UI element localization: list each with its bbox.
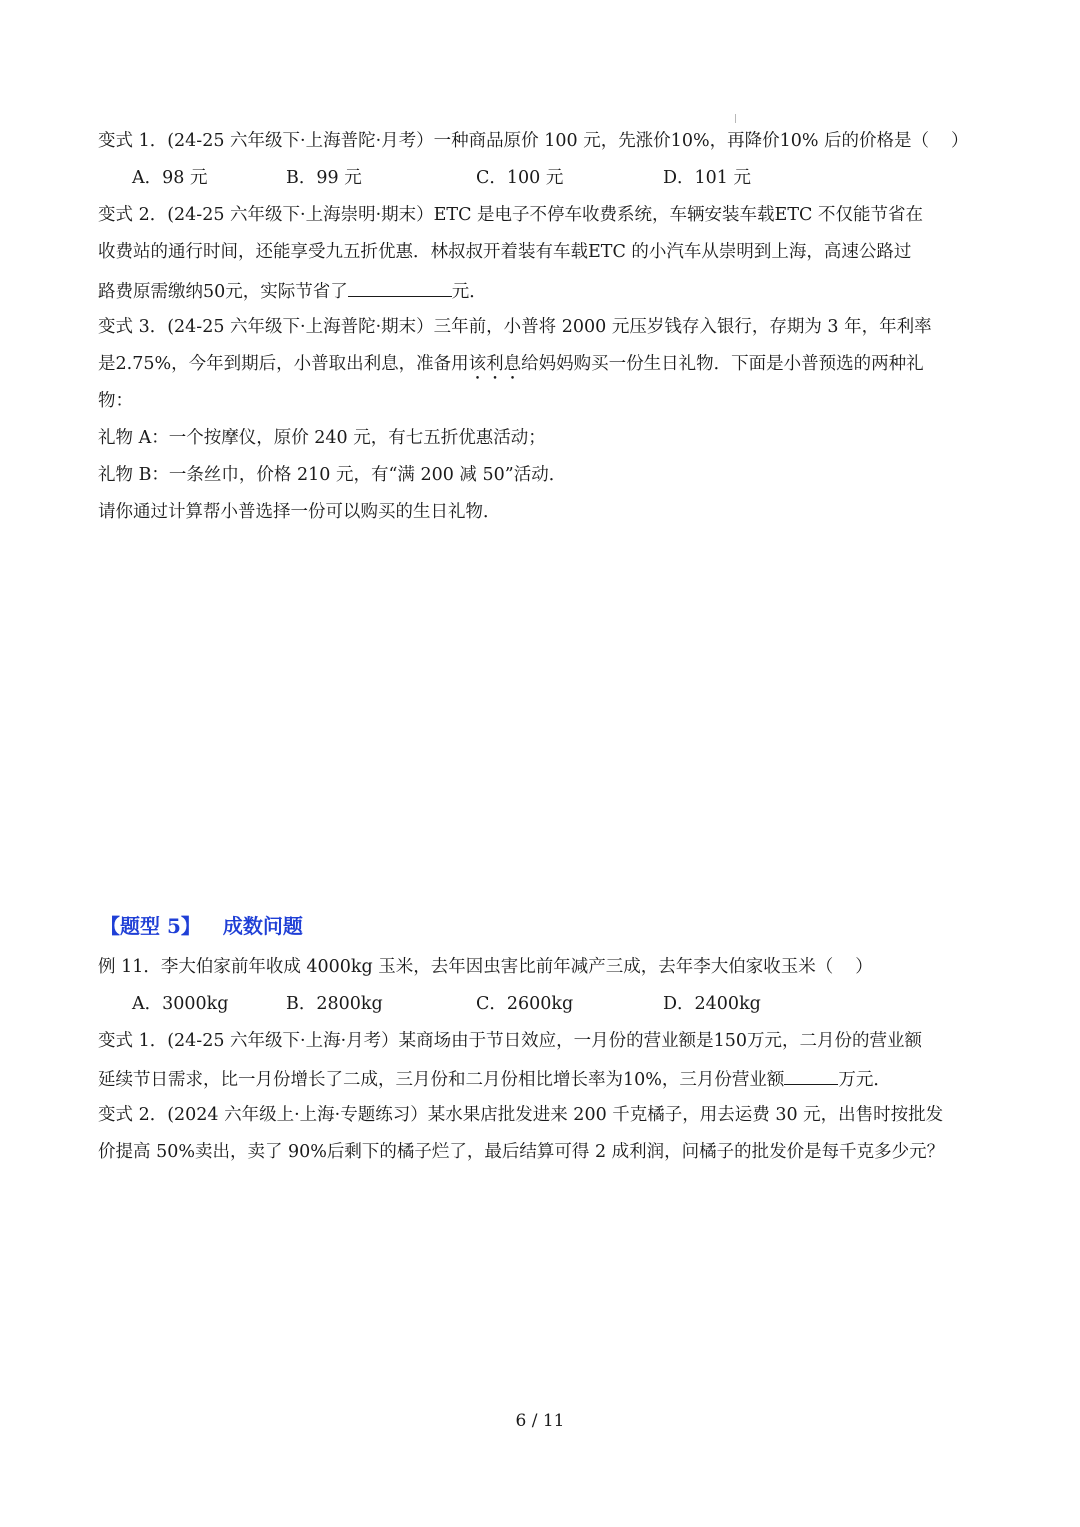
section5-variant-1-line1: 变式 1．(24-25 六年级下·上海·月考）某商场由于节日效应，一月份的营业额是150万元，二月份的营业额 [98, 1031, 923, 1051]
question-variant-2-line3 [98, 278, 487, 304]
option-b: B．99 元 [286, 168, 362, 188]
emphasized-text: 该利息 [468, 354, 522, 374]
option-a: A．98 元 [132, 168, 208, 188]
option-d: D．2400kg [663, 994, 761, 1014]
answer-blank[interactable] [784, 1066, 838, 1085]
question-text: 变式 1．(24-25 六年级下·上海普陀·月考）一种商品原价 100 元，先涨价10%，再降价10% 后的价格是（ [98, 131, 930, 151]
option-a: A．3000kg [132, 994, 229, 1014]
option-c: C．100 元 [476, 168, 564, 188]
question-text: 延续节日需求，比一月份增长了二成，三月份和二月份相比增长率为10%，三月份营业额 [98, 1070, 785, 1090]
question-prompt: 请你通过计算帮小普选择一份可以购买的生日礼物． [98, 502, 501, 522]
option-c: C．2600kg [476, 994, 574, 1014]
section-title: 成数问题 [222, 914, 303, 938]
question-text: 万元． [838, 1070, 891, 1090]
question-text: 路费原需缴纳50元，实际节省了 [98, 282, 348, 302]
question-bracket-close: ） [855, 957, 873, 977]
section5-variant-2-line1: 变式 2．(2024 六年级上·上海·专题练习）某水果店批发进来 200 千克橘子，用去运费 30 元，出售时按批发 [98, 1105, 944, 1125]
gift-b: 礼物 B：一条丝巾，价格 210 元，有“满 200 减 50”活动． [98, 465, 567, 485]
section5-variant-2-line2: 价提高 50%卖出，卖了 90%后剩下的橘子烂了，最后结算可得 2 成利润，问橘子的批发价是每千克多少元？ [98, 1142, 945, 1162]
section-heading [100, 913, 303, 939]
gift-a: 礼物 A：一个按摩仪，原价 240 元，有七五折优惠活动； [98, 428, 546, 448]
option-b: B．2800kg [286, 994, 383, 1014]
answer-blank[interactable] [348, 278, 452, 297]
question-variant-2-line2: 收费站的通行时间，还能享受九五折优惠．林叔叔开着装有车载ETC 的小汽车从崇明到上海，高速公路过 [98, 242, 912, 262]
question-variant-1 [98, 129, 969, 153]
editing-mark [735, 114, 736, 123]
option-d: D．101 元 [663, 168, 751, 188]
question-variant-3-line3: 物： [98, 391, 133, 411]
section5-variant-1-line2 [98, 1066, 891, 1092]
question-text: 例 11．李大伯家前年收成 4000kg 玉米，去年因虫害比前年减产三成，去年李大伯家收玉米（ [98, 957, 834, 977]
question-text: 是2.75%，今年到期后，小普取出利息，准备用 [98, 354, 469, 374]
question-variant-2-line1: 变式 2．(24-25 六年级下·上海崇明·期末）ETC 是电子不停车收费系统，车辆安装车载ETC 不仅能节省在 [98, 205, 923, 225]
section-tag: 【题型 5】 [100, 914, 201, 938]
question-variant-3-line1: 变式 3．(24-25 六年级下·上海普陀·期末）三年前，小普将 2000 元压岁钱存入银行，存期为 3 年，年利率 [98, 317, 932, 337]
question-variant-3-line2 [98, 352, 924, 384]
question-bracket-close: ） [951, 131, 969, 151]
question-text: 给妈妈购买一份生日礼物．下面是小普预选的两种礼 [521, 354, 924, 374]
page-number: 6 / 11 [515, 1411, 565, 1431]
question-text: 元． [451, 282, 487, 302]
example-11 [98, 955, 873, 979]
